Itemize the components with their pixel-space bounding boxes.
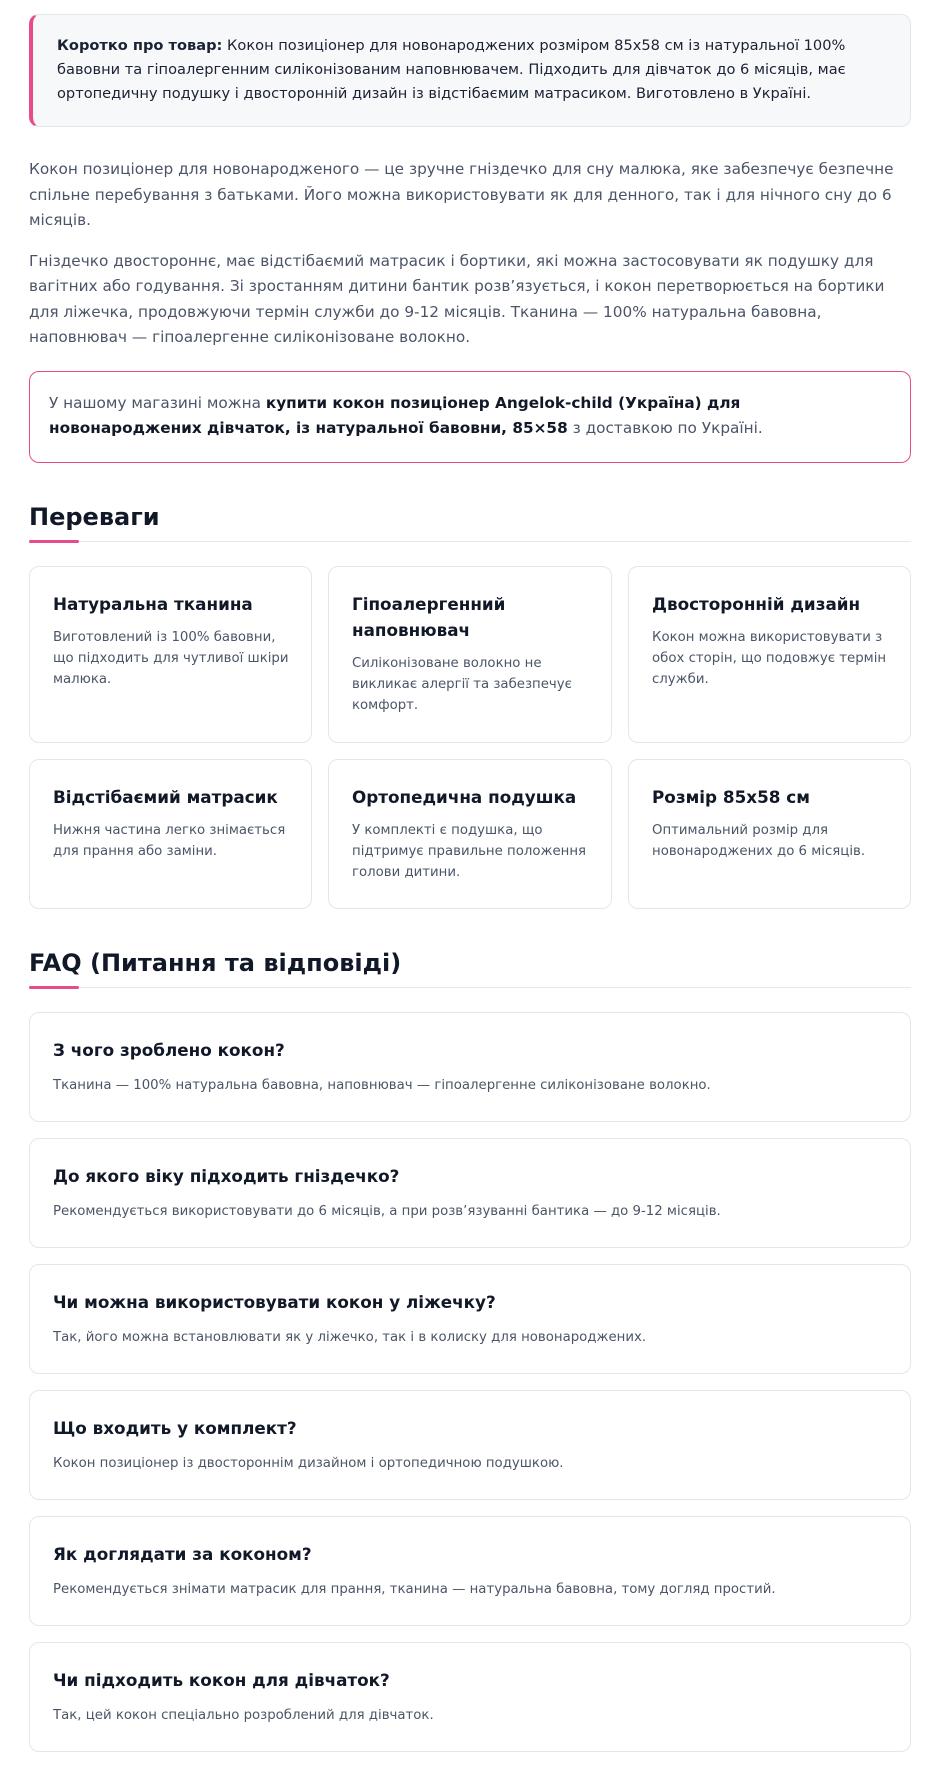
advantage-card [328,759,612,909]
faq-question: З чого зроблено кокон? [53,1039,285,1060]
faq-answer: Рекомендується використовувати до 6 місяців, а при розв’язуванні бантика — до 9-12 місяців. [53,1203,721,1219]
faq-answer: Кокон позиціонер із двостороннім дизайном і ортопедичною подушкою. [53,1455,564,1471]
advantage-card [628,759,911,909]
summary-text: Кокон позиціонер для новонароджених розміром 85х58 см із натуральної 100% бавовни та гіпоалергенним силіконізованим наповнювачем. Підходить для дівчаток до 6 місяців, має ортопедичну подушку і двосторонній дизайн із відстібаємим матрасиком. Виготовлено в Україні. [57,37,846,102]
product-summary-box [29,14,911,127]
advantage-text: Оптимальний розмір для новонароджених до 6 місяців. [652,822,866,859]
buy-highlight: купити кокон позиціонер Angelok-child (Україна) для новонароджених дівчаток, із натуральної бавовни, 85×58 [49,393,741,437]
buy-prefix: У нашому магазині можна [49,393,266,412]
faq-question: До якого віку підходить гніздечко? [53,1165,400,1186]
faq-item [29,1516,911,1626]
faq-item [29,1642,911,1752]
advantage-text: Нижня частина легко знімається для прання або заміни. [53,822,286,859]
advantage-title: Відстібаємий матрасик [53,786,278,807]
faq-item [29,1264,911,1374]
faq-question: Чи підходить кокон для дівчаток? [53,1669,390,1690]
advantage-title: Розмір 85х58 см [652,786,810,807]
advantage-card [29,759,312,909]
faq-item [29,1012,911,1122]
advantage-text: У комплекті є подушка, що підтримує правильне положення голови дитини. [352,822,587,880]
buy-suffix: з доставкою по Україні. [567,419,763,437]
description-paragraph-2: Гніздечко двостороннє, має відстібаємий матрасик і бортики, які можна застосовувати як подушку для вагітних або годування. Зі зростанням дитини бантик розв’язується, і кокон перетворюється на бортики для ліжечка, продовжуючи термін служби до 9-12 місяців. Тканина — 100% натуральна бавовна, наповнювач — гіпоалергенне силіконізоване волокно. [29,251,885,346]
faq-item [29,1390,911,1500]
advantage-text: Силіконізоване волокно не викликає алергії та забезпечує комфорт. [352,655,572,713]
advantage-text: Виготовлений із 100% бавовни, що підходить для чутливої шкіри малюка. [53,629,289,687]
advantage-title: Двосторонній дизайн [652,593,861,614]
advantage-title: Натуральна тканина [53,593,253,614]
advantage-card [328,566,612,743]
product-description [29,157,911,351]
faq-question: Як доглядати за коконом? [53,1543,312,1564]
advantage-text: Кокон можна використовувати з обох сторін, що подовжує термін служби. [652,629,887,687]
faq-question: Чи можна використовувати кокон у ліжечку? [53,1291,496,1312]
faq-item [29,1138,911,1248]
summary-label: Коротко про товар: [57,37,223,54]
buy-callout [29,371,911,463]
advantage-title: Ортопедична подушка [352,786,577,807]
advantages-grid [29,566,911,909]
description-paragraph-1: Кокон позиціонер для новонародженого — це зручне гніздечко для сну малюка, яке забезпечує безпечне спільне перебування з батьками. Його можна використовувати як для денного, так і для нічного сну до 6 місяців. [29,160,894,229]
faq-question: Що входить у комплект? [53,1417,297,1438]
faq-answer: Тканина — 100% натуральна бавовна, наповнювач — гіпоалергенне силіконізоване волокно. [53,1077,711,1093]
faq-heading: FAQ (Питання та відповіді) [29,947,911,988]
faq-answer: Рекомендується знімати матрасик для прання, тканина — натуральна бавовна, тому догляд простий. [53,1581,776,1597]
faq-answer: Так, його можна встановлювати як у ліжечко, так і в колиску для новонароджених. [53,1329,647,1345]
advantage-title: Гіпоалергенний наповнювач [352,593,506,640]
advantage-card [29,566,312,743]
advantage-card [628,566,911,743]
faq-list [29,1012,911,1752]
advantages-heading: Переваги [29,501,911,542]
faq-answer: Так, цей кокон спеціально розроблений для дівчаток. [53,1707,434,1723]
